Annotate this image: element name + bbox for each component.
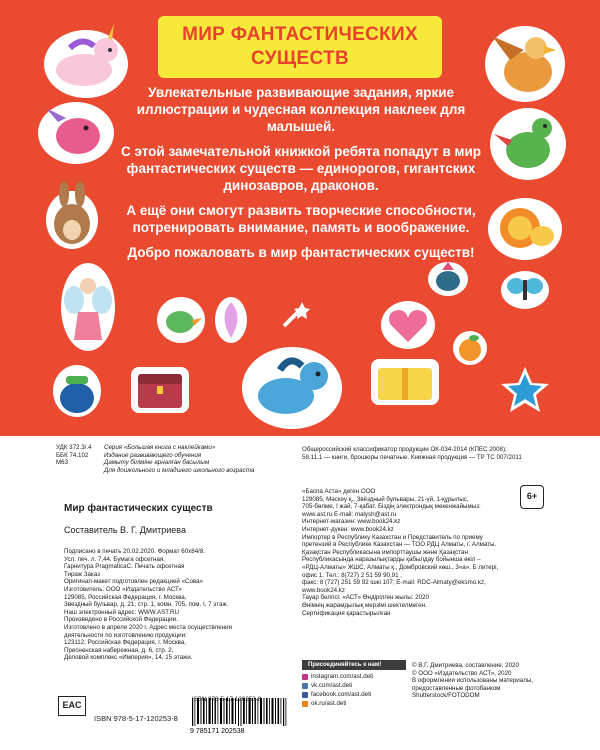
copyright-line: Shutterstock/FOTODOM: [412, 692, 480, 700]
copyright-line: предоставленные фотобанком: [412, 684, 501, 692]
orange-sticker: [452, 330, 488, 366]
kz-line: 705-бөлме, I жай, 7-қабат. Біздің электрондық мекенжайымыз:: [302, 503, 481, 511]
udk-block: [56, 444, 100, 467]
isbn-large: ISBN 978-5-17-120253-8: [94, 714, 178, 723]
kz-line: www.ast.ru E-mail: malysh@ast.ru: [302, 510, 397, 518]
imprint-line: Подписано в печать 20.02.2020. Формат 60х84/8.: [64, 548, 206, 555]
imprint-line: Гарнитура PragmaticaC. Печать офсетная: [64, 563, 185, 571]
dragon-sticker: [36, 100, 116, 166]
compiler-line: Составитель В. Г. Дмитриева: [64, 525, 186, 535]
bbk-line: ББК 74.102: [56, 451, 89, 459]
green-dragon-sticker: [488, 106, 568, 182]
series-lines: [104, 444, 298, 474]
social-link-vk[interactable]: [302, 681, 422, 690]
title-line-2: СУЩЕСТВ: [251, 48, 349, 69]
classifier-line: 58.11.1 — книги, брошюры печатные. Книжная продукция — ТР ТС 007/2011: [302, 453, 522, 461]
social-link-label: vk.com/ast.deti: [311, 682, 353, 689]
kz-line: «Баспа Аста» деген ООО: [302, 488, 376, 495]
classifier-line: Общероссийский классификатор продукции ОК-034-2014 (КПЕС 2008);: [302, 446, 507, 453]
blurb-paragraph-2: С этой замечательной книжкой ребята попадут в мир фантастических существ — единорогов, гигантских динозавров, драконов.: [120, 144, 482, 193]
title-line-1: МИР ФАНТАСТИЧЕСКИХ: [182, 24, 418, 45]
heart-sticker: [380, 300, 436, 350]
imprint-line: Изготовитель: ООО «Издательство АСТ»: [64, 585, 182, 593]
barcode: [188, 698, 298, 734]
series-line: Серия «Большая книга с наклейками»: [104, 444, 216, 451]
kz-line: Тауар белгісі: «АСТ» Өндірілген жылы: 2020: [302, 594, 429, 602]
imprint-line: Изготовлено в апреле 2020 г. Адрес места осуществления: [64, 623, 232, 631]
instagram-icon: [302, 674, 308, 680]
magic-wand-sticker: [280, 300, 310, 330]
kz-line: «РДЦ-Алматы» ЖШС, Алматы қ., Домбровский көш., 3«а», Б литері,: [302, 563, 499, 571]
age-rating-badge: 6+: [520, 485, 544, 509]
kz-line: Импортер в Республику Казахстан и Представитель по приему: [302, 533, 483, 541]
bird-sticker: [426, 260, 470, 298]
blurb: [120, 84, 482, 269]
kz-line: офис 1. Тел.: 8(727) 2 51 59 90,91 ,: [302, 571, 403, 579]
series-line: Издание развивающего обучения: [104, 451, 202, 459]
copyright-line: © В.Г. Дмитриева, составление, 2020: [412, 662, 519, 669]
imprint-line: Тираж Заказ: [64, 570, 100, 578]
unicorn-sticker: [40, 20, 132, 100]
lion-sticker: [486, 196, 564, 262]
social-links: [302, 672, 422, 708]
pony-sticker: [240, 344, 344, 430]
social-link-facebook[interactable]: [302, 690, 422, 699]
author-mark-line: М63: [56, 459, 69, 467]
treasure-chest-sticker: [130, 366, 190, 414]
kz-line: Қазақстан Республикасына импорттаушы және Қазақстан: [302, 548, 468, 556]
star-sticker: [500, 366, 550, 414]
copyright-line: © ООО «Издательство АСТ», 2020: [412, 669, 512, 677]
social-header: Присоединяйтесь к нам!: [302, 660, 406, 670]
imprint-line: Наш электронный адрес: WWW.AST.RU: [64, 608, 179, 616]
imprint-line: Оригинал-макет подготовлен редакцией «Сова»: [64, 578, 204, 586]
eac-mark: EAC: [58, 696, 86, 716]
copyright-line: В оформлении использованы материалы,: [412, 677, 533, 685]
kz-line: факс: 8 (727) 251 59 92 ішкі 107; E-mail: RDC-Almaty@eksmo.kz,: [302, 579, 486, 587]
kz-line: www.book24.kz: [302, 586, 345, 594]
kz-line: Интернет-магазин: www.book24.kz: [302, 518, 401, 526]
social-link-ok[interactable]: [302, 699, 422, 708]
imprint-panel: [50, 440, 550, 740]
imprint-line: 129085, Российская Федерация, г. Москва,: [64, 593, 187, 601]
imprint-line: Произведено в Российской Федерации.: [64, 616, 178, 624]
bunny-sticker: [44, 180, 100, 250]
facebook-icon: [302, 692, 308, 698]
green-bird-sticker: [156, 296, 206, 344]
imprint-line: Звездный бульвар, д. 21, стр. 1, комн. 705, пом. I, 7 этаж.: [64, 601, 229, 609]
treasure-bag-sticker: [52, 364, 102, 418]
imprint-line: Деловой комплекс «Империя», 14, 15 этажи.: [64, 654, 193, 662]
kz-line: Сертификация қарастырылған: [302, 609, 391, 617]
griffin-sticker: [480, 20, 570, 106]
butterfly-sticker: [500, 270, 550, 310]
social-link-label: facebook.com/ast.deti: [311, 691, 372, 698]
imprint-details: [64, 548, 294, 662]
kz-line: 129085, Мәскеу қ., Звёздный бульвары, 21-үй, 1-құрылыс,: [302, 495, 469, 503]
vk-icon: [302, 683, 308, 689]
gift-box-sticker: [370, 358, 440, 406]
kz-line: Республикасында наразылықтарды қабылдау бойынша өкіл –: [302, 556, 481, 564]
series-line: Дамыту біліміне арналған басылым: [104, 459, 210, 467]
imprint-line: 123112, Российская Федерация, г. Москва,: [64, 639, 186, 647]
imprint-line: Пресненская набережная, д. 6, стр. 2,: [64, 646, 174, 654]
ok-icon: [302, 701, 308, 707]
imprint-line: деятельности по изготовлению продукции:: [64, 631, 187, 639]
isbn-small: ISBN 978-5-17-120253-8: [192, 696, 262, 703]
feather-sticker: [214, 296, 248, 344]
kz-line: Интернет-дүкен: www.book24.kz: [302, 525, 394, 533]
social-link-label: instagram.com/ast.deti: [311, 673, 374, 680]
imprint-line: Усл. печ. л. 7,44. Бумага офсетная.: [64, 555, 165, 563]
blurb-paragraph-3: А ещё они смогут развить творческие способности, потренировать внимание, память и воображение.: [126, 203, 476, 235]
title-banner: [158, 16, 442, 78]
fairy-sticker: [60, 262, 116, 352]
series-line: Для дошкольного и младшего школьного возраста: [104, 466, 255, 474]
social-link-instagram[interactable]: [302, 672, 422, 681]
copyright-block: [412, 662, 548, 700]
blurb-paragraph-4: Добро пожаловать в мир фантастических существ!: [127, 245, 475, 260]
social-link-label: ok.ru/ast.deti: [311, 700, 347, 707]
book-title: Мир фантастических существ: [64, 503, 213, 514]
udk-line: УДК 372.3/.4: [56, 444, 92, 451]
kazakhstan-info: [302, 488, 502, 617]
kz-line: Өнімнің жарамдылық мерзімі шектелмеген.: [302, 601, 427, 609]
barcode-digits: 9 785171 202538: [190, 728, 245, 734]
kz-line: претензий в Республике Казахстан — ТОО РДЦ Алматы, г. Алматы.: [302, 541, 497, 549]
blurb-paragraph-1: Увлекательные развивающие задания, яркие иллюстрации и чудесная коллекция наклеек для малышей.: [136, 85, 466, 134]
classifier-block: [302, 446, 550, 461]
